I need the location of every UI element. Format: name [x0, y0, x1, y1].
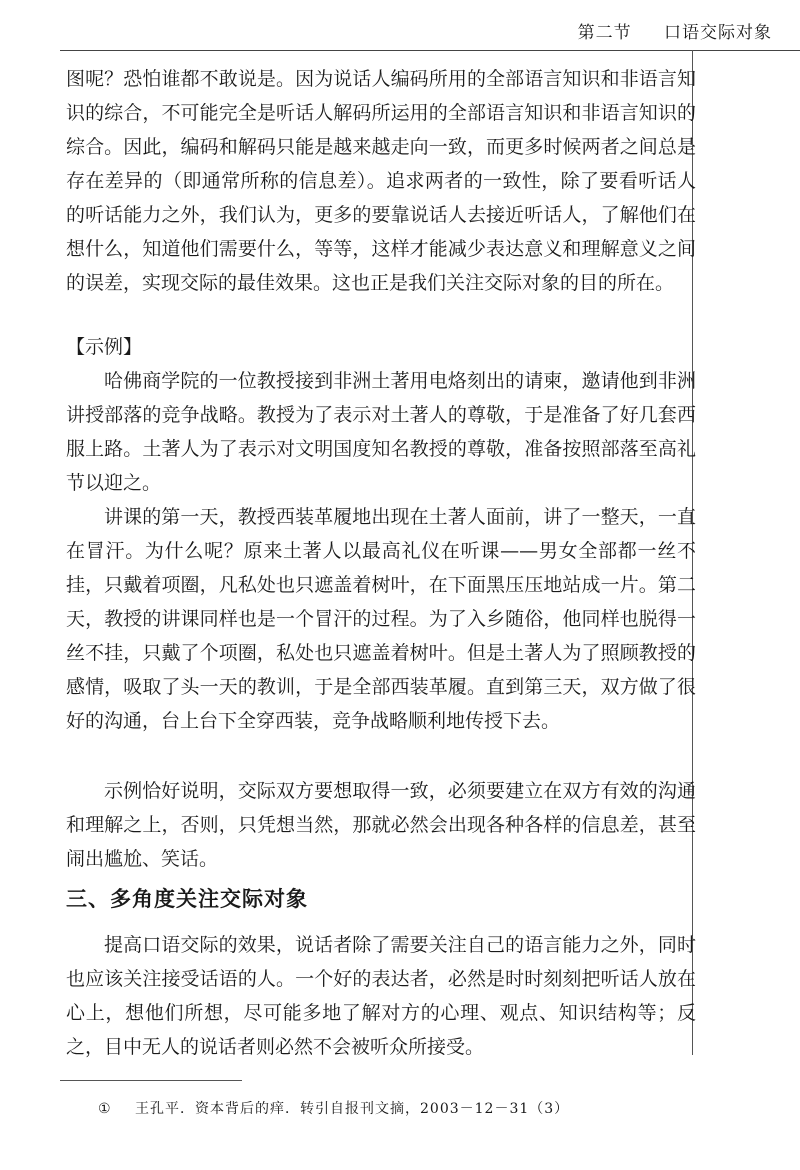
- header-title: 口语交际对象: [664, 23, 772, 43]
- example-label: 【示例】: [66, 336, 143, 358]
- footnote-text: 王孔平．资本背后的痒．转引自报刊文摘，2003－12－31（3）: [135, 1101, 570, 1117]
- header-rule: [60, 50, 800, 51]
- example-paragraph-1: 哈佛商学院的一位教授接到非洲土著用电烙刻出的请柬，邀请他到非洲讲授部落的竞争战略。教授为了表示对土著人的尊敬，于是准备了好几套西服上路。土著人为了表示对文明国度知名教授的尊敬，准备按照部落至高礼节以迎之。: [66, 370, 696, 494]
- summary-paragraph: 示例恰好说明，交际双方要想取得一致，必须要建立在双方有效的沟通和理解之上，否则，只凭想当然，那就必然会出现各种各样的信息差，甚至闹出尴尬、笑话。: [66, 780, 696, 870]
- section-paragraph: 提高口语交际的效果，说话者除了需要关注自己的语言能力之外，同时也应该关注接受话语的人。一个好的表达者，必然是时时刻刻把听话人放在心上，想他们所想，尽可能多地了解对方的心理、观点、知识结构等；反之，目中无人的说话者则必然不会被听众所接受。: [66, 934, 696, 1058]
- running-header: [578, 18, 772, 43]
- intro-paragraph: 图呢？恐怕谁都不敢说是。因为说话人编码所用的全部语言知识和非语言知识的综合，不可能完全是听话人解码所运用的全部语言知识和非语言知识的综合。因此，编码和解码只能是越来越走向一致，而更多时候两者之间总是存在差异的（即通常所称的信息差）。追求两者的一致性，除了要看听话人的听话能力之外，我们认为，更多的要靠说话人去接近听话人，了解他们在想什么，知道他们需要什么，等等，这样才能减少表达意义和理解意义之间的误差，实现交际的最佳效果。这也正是我们关注交际对象的目的所在。: [66, 68, 696, 294]
- footnote-mark: ①: [98, 1101, 112, 1117]
- spacer: [66, 300, 696, 330]
- footnote: [98, 1098, 569, 1118]
- example-paragraph-2: 讲课的第一天，教授西装革履地出现在土著人面前，讲了一整天，一直在冒汗。为什么呢？原来土著人以最高礼仪在听课——男女全部都一丝不挂，只戴着项圈，凡私处也只遮盖着树叶，在下面黑压压地站成一片。第二天，教授的讲课同样也是一个冒汗的过程。为了入乡随俗，他同样也脱得一丝不挂，只戴了个项圈，私处也只遮盖着树叶。但是土著人为了照顾教授的感情，吸取了头一天的教训，于是全部西装革履。直到第三天，双方做了很好的沟通，台上台下全穿西装，竞争战略顺利地传授下去。: [66, 506, 696, 732]
- spacer: [66, 738, 696, 774]
- footnote-rule: [60, 1080, 242, 1081]
- header-section: 第二节: [577, 23, 632, 43]
- section-heading: 三、多角度关注交际对象: [66, 887, 308, 911]
- body-text: [66, 62, 696, 1064]
